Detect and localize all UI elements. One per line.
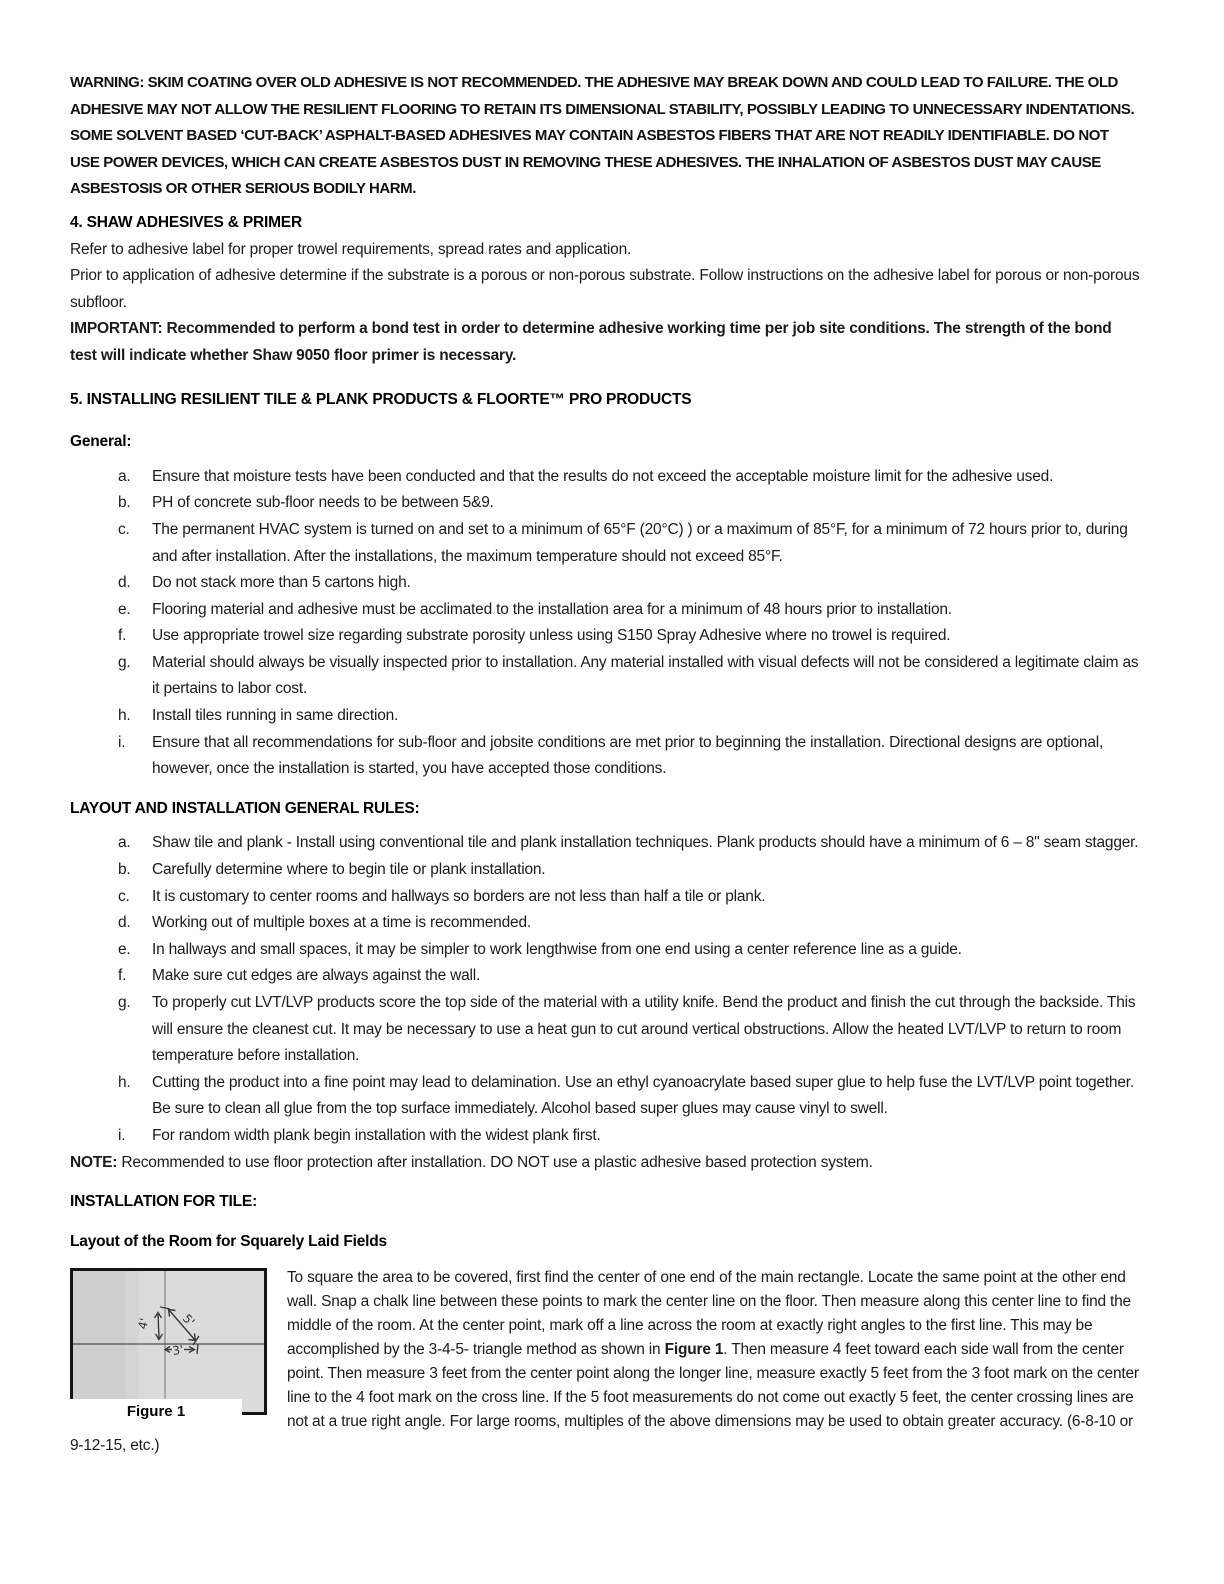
list-marker: i. bbox=[118, 1126, 126, 1144]
list-marker: i. bbox=[118, 733, 126, 751]
list-marker: h. bbox=[118, 1073, 131, 1091]
list-item-text: The permanent HVAC system is turned on and set to a minimum of 65°F (20°C) ) or a maximum of 85°F, for a minimum of 72 hours prior to, during and after installation. After the installations, the maximum temperature should not exceed 85°F. bbox=[152, 520, 1128, 565]
list-item-text: Carefully determine where to begin tile or plank installation. bbox=[152, 861, 546, 879]
section-4-para-1: Refer to adhesive label for proper trowel requirements, spread rates and application. bbox=[70, 240, 632, 258]
list-item bbox=[70, 597, 1140, 624]
list-item-text: Ensure that all recommendations for sub-floor and jobsite conditions are met prior to beginning the installation. Directional designs are optional, however, once the installation is started, you have accepted those conditions. bbox=[152, 733, 1104, 778]
list-item-text: Ensure that moisture tests have been conducted and that the results do not exceed the acceptable moisture limit for the adhesive used. bbox=[152, 467, 1054, 485]
list-item-text: To properly cut LVT/LVP products score the top side of the material with a utility knife. Bend the product and finish the cut through the backside. This will ensure the cleanest cut. It may be necessary to use a heat gun to cut around vertical obstructions. Allow the heated LVT/LVP to return to room temperature before installation. bbox=[152, 994, 1136, 1065]
list-marker: b. bbox=[118, 494, 131, 512]
list-item-text: Shaw tile and plank - Install using conventional tile and plank installation techniques. Plank products should have a minimum of 6 – 8" seam stagger. bbox=[152, 834, 1139, 852]
figure-reference: Figure 1 bbox=[664, 1341, 724, 1359]
general-subheading: General: bbox=[70, 433, 132, 451]
list-item bbox=[70, 884, 1140, 911]
warning-paragraph: WARNING: SKIM COATING OVER OLD ADHESIVE IS NOT RECOMMENDED. THE ADHESIVE MAY BREAK DOWN AND COULD LEAD TO FAILURE. THE OLD ADHESIVE MAY NOT ALLOW THE RESILIENT FLOORING TO RETAIN ITS DIMENSIONAL STABILITY, POSSIBLY LEADING TO UNNECESSARY INDENTATIONS. SOME SOLVENT BASED ‘CUT-BACK’ ASPHALT-BASED ADHESIVES MAY CONTAIN ASBESTOS FIBERS THAT ARE NOT READILY IDENTIFIABLE. DO NOT USE POWER DEVICES, WHICH CAN CREATE ASBESTOS DUST IN REMOVING THESE ADHESIVES. THE INHALATION OF ASBESTOS DUST MAY CAUSE ASBESTOSIS OR OTHER SERIOUS BODILY HARM. bbox=[70, 74, 1135, 198]
section-4-para-2: Prior to application of adhesive determine if the substrate is a porous or non-porous substrate. Follow instructions on the adhesive label for porous or non-porous subfloor. bbox=[70, 267, 1140, 311]
list-item-text: Flooring material and adhesive must be acclimated to the installation area for a minimum of 48 hours prior to installation. bbox=[152, 600, 952, 618]
list-marker: a. bbox=[118, 467, 131, 485]
label-3ft: 3' bbox=[171, 1342, 185, 1359]
list-item-text: PH of concrete sub-floor needs to be between 5&9. bbox=[152, 494, 494, 512]
list-item bbox=[70, 1070, 1140, 1123]
note-label: NOTE: bbox=[70, 1153, 118, 1171]
list-item bbox=[70, 517, 1140, 570]
triangle-diagram bbox=[70, 1268, 267, 1416]
list-marker: f. bbox=[118, 627, 127, 645]
list-item-text: It is customary to center rooms and hallways so borders are not less than half a tile or plank. bbox=[152, 887, 766, 905]
important-paragraph: IMPORTANT: Recommended to perform a bond test in order to determine adhesive working time per job site conditions. The strength of the bond test will indicate whether Shaw 9050 floor primer is necessary. bbox=[70, 320, 1112, 364]
list-item bbox=[70, 937, 1140, 964]
list-item bbox=[70, 1123, 1140, 1150]
list-item-text: Cutting the product into a fine point may lead to delamination. Use an ethyl cyanoacrylate based super glue to help fuse the LVT/LVP point together. Be sure to clean all glue from the top surface immediately. Alcohol based super glues may cause vinyl to swell. bbox=[152, 1073, 1134, 1118]
list-marker: c. bbox=[118, 520, 130, 538]
list-item bbox=[70, 464, 1140, 491]
figure-paragraph-part2: . Then measure 4 feet toward each side wall from the center point. Then measure 3 feet from the center point along the longer line, measure exactly 5 feet from the 3 foot mark on the center line to the 4 foot mark on the cross line. If the 5 foot measurements do not come out exactly 5 feet, the center crossing lines are not at a true right angle. For large rooms, multiples of the above dimensions may be used to obtain greater accuracy. (6-8-10 or 9-12-15, etc.) bbox=[70, 1341, 1139, 1455]
figure-section bbox=[70, 1266, 1140, 1458]
list-marker: e. bbox=[118, 940, 131, 958]
list-item-text: Use appropriate trowel size regarding substrate porosity unless using S150 Spray Adhesive where no trowel is required. bbox=[152, 627, 951, 645]
general-list bbox=[70, 464, 1140, 783]
list-marker: a. bbox=[118, 834, 131, 852]
installation-for-tile-heading: INSTALLATION FOR TILE: bbox=[70, 1193, 258, 1211]
list-marker: g. bbox=[118, 653, 131, 671]
list-item bbox=[70, 730, 1140, 783]
figure-1 bbox=[70, 1268, 267, 1423]
list-item-text: Do not stack more than 5 cartons high. bbox=[152, 574, 411, 592]
note-text: Recommended to use floor protection after installation. DO NOT use a plastic adhesive based protection system. bbox=[117, 1153, 873, 1171]
layout-rules-heading: LAYOUT AND INSTALLATION GENERAL RULES: bbox=[70, 799, 420, 817]
list-item-text: Install tiles running in same direction. bbox=[152, 707, 399, 725]
list-marker: d. bbox=[118, 574, 131, 592]
label-5ft: 5' bbox=[179, 1311, 198, 1330]
list-item-text: In hallways and small spaces, it may be simpler to work lengthwise from one end using a center reference line as a guide. bbox=[152, 940, 962, 958]
label-4ft: 4' bbox=[135, 1317, 152, 1332]
section-4-heading: 4. SHAW ADHESIVES & PRIMER bbox=[70, 213, 302, 231]
list-item bbox=[70, 963, 1140, 990]
list-marker: b. bbox=[118, 861, 131, 879]
figure-paragraph-part1: To square the area to be covered, first find the center of one end of the main rectangle. Locate the same point at the other end wall. Snap a chalk line between these points to mark the center line on the floor. Then measure along this center line to find the middle of the room. At the center point, mark off a line across the room at exactly right angles to the first line. This may be accomplished by the 3-4-5- triangle method as shown in bbox=[287, 1269, 1131, 1359]
list-marker: g. bbox=[118, 994, 131, 1011]
list-marker: h. bbox=[118, 707, 131, 725]
layout-rules-list bbox=[70, 830, 1140, 1149]
list-item bbox=[70, 703, 1140, 730]
list-item bbox=[70, 623, 1140, 650]
list-item bbox=[70, 490, 1140, 517]
list-item bbox=[70, 910, 1140, 937]
squarely-laid-subheading: Layout of the Room for Squarely Laid Fields bbox=[70, 1232, 387, 1250]
list-marker: d. bbox=[118, 914, 131, 932]
list-marker: c. bbox=[118, 887, 130, 905]
list-item bbox=[70, 650, 1140, 703]
note-paragraph bbox=[70, 1150, 1140, 1177]
figure-caption: Figure 1 bbox=[70, 1401, 242, 1423]
list-item bbox=[70, 570, 1140, 597]
list-item bbox=[70, 830, 1140, 857]
list-item-text: For random width plank begin installation with the widest plank first. bbox=[152, 1126, 601, 1144]
figure-1-image bbox=[70, 1268, 267, 1416]
list-item-text: Material should always be visually inspected prior to installation. Any material installed with visual defects will not be considered a legitimate claim as it pertains to labor cost. bbox=[152, 653, 1139, 698]
list-item bbox=[70, 857, 1140, 884]
list-item bbox=[70, 990, 1140, 1070]
list-marker: f. bbox=[118, 967, 127, 985]
list-item-text: Make sure cut edges are always against the wall. bbox=[152, 967, 481, 985]
list-item-text: Working out of multiple boxes at a time is recommended. bbox=[152, 914, 531, 932]
section-5-heading: 5. INSTALLING RESILIENT TILE & PLANK PRODUCTS & FLOORTE™ PRO PRODUCTS bbox=[70, 390, 692, 408]
list-marker: e. bbox=[118, 600, 131, 618]
